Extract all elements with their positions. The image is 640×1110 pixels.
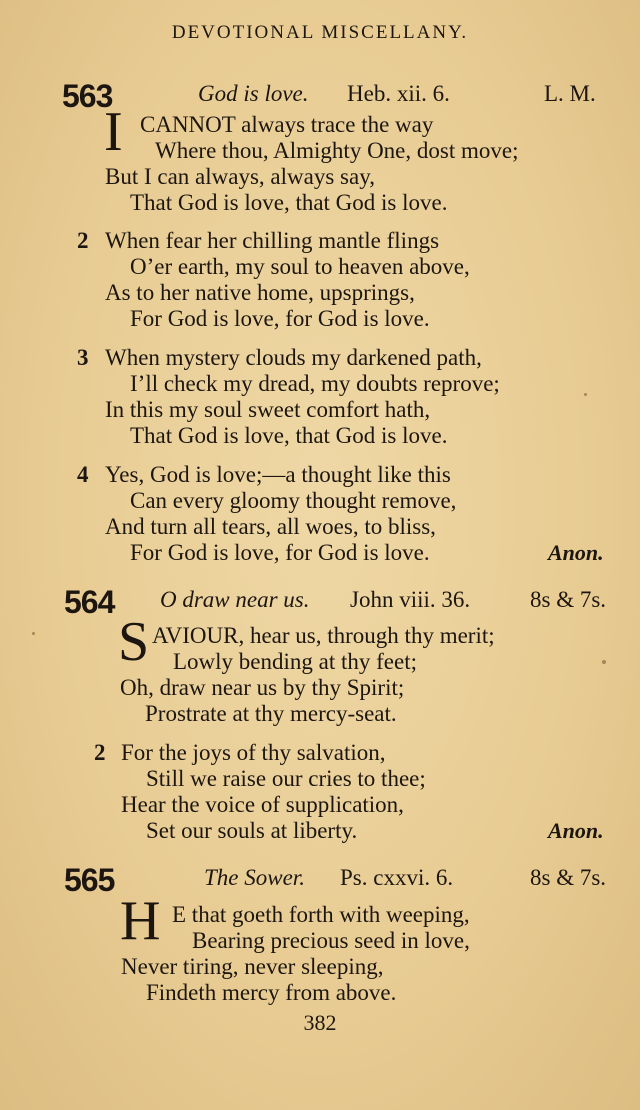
hymn-564-header bbox=[0, 584, 640, 624]
attribution: Anon. bbox=[548, 818, 604, 843]
verse-line: For God is love, for God is love. bbox=[130, 306, 430, 331]
hymn-title: God is love. bbox=[198, 81, 309, 106]
hymn-meter: 8s & 7s. bbox=[530, 587, 607, 612]
verse-line: CANNOT always trace the way bbox=[140, 112, 434, 137]
verse-line: Set our souls at liberty. bbox=[146, 818, 358, 843]
verse-line: Never tiring, never sleeping, bbox=[121, 954, 384, 979]
verse-line: I’ll check my dread, my doubts reprove; bbox=[130, 371, 500, 396]
stanza-number: 2 bbox=[77, 228, 89, 253]
verse-line: Where thou, Almighty One, dost move; bbox=[155, 138, 519, 163]
verse-line: Lowly bending at thy feet; bbox=[173, 649, 417, 674]
stanza-number: 3 bbox=[77, 345, 89, 370]
verse-line: For the joys of thy salvation, bbox=[121, 740, 386, 765]
verse-line: For God is love, for God is love. bbox=[130, 540, 430, 565]
hymn-number: 564 bbox=[64, 584, 115, 620]
verse-line: Prostrate at thy mercy-seat. bbox=[145, 701, 397, 726]
hymn-title: O draw near us. bbox=[160, 587, 310, 612]
verse-line: In this my soul sweet comfort hath, bbox=[105, 397, 431, 422]
verse-line: Hear the voice of supplication, bbox=[121, 792, 404, 817]
verse-line: Still we raise our cries to thee; bbox=[146, 766, 426, 791]
drop-cap: S bbox=[118, 611, 150, 673]
verse-line: Bearing precious seed in love, bbox=[192, 928, 470, 953]
scripture-reference: Ps. cxxvi. 6. bbox=[340, 865, 454, 890]
verse-line: E that goeth forth with weeping, bbox=[172, 902, 470, 927]
drop-cap: H bbox=[120, 890, 161, 952]
hymn-number: 565 bbox=[64, 862, 115, 898]
hymn-number: 563 bbox=[62, 78, 113, 114]
stanza-number: 2 bbox=[94, 740, 106, 765]
stanza-number: 4 bbox=[77, 462, 89, 487]
drop-cap: I bbox=[104, 101, 123, 163]
verse-line: Yes, God is love;—a thought like this bbox=[105, 462, 451, 487]
verse-line: That God is love, that God is love. bbox=[130, 190, 448, 215]
hymn-meter: L. M. bbox=[544, 81, 596, 106]
verse-line: Can every gloomy thought remove, bbox=[130, 488, 457, 513]
verse-line: AVIOUR, hear us, through thy merit; bbox=[152, 623, 495, 648]
paper-speck bbox=[32, 632, 35, 635]
page-number: 382 bbox=[303, 1010, 337, 1035]
verse-line: When mystery clouds my darkened path, bbox=[105, 345, 482, 370]
paper-speck bbox=[602, 660, 606, 664]
verse-line: Findeth mercy from above. bbox=[146, 980, 397, 1005]
paper-speck bbox=[584, 393, 587, 396]
verse-line: But I can always, always say, bbox=[105, 164, 375, 189]
hymn-565-header bbox=[0, 862, 640, 902]
attribution: Anon. bbox=[548, 540, 604, 565]
hymn-meter: 8s & 7s. bbox=[530, 865, 607, 890]
verse-line: And turn all tears, all woes, to bliss, bbox=[105, 514, 436, 539]
hymn-title: The Sower. bbox=[204, 865, 305, 890]
running-head: DEVOTIONAL MISCELLANY. bbox=[171, 22, 469, 43]
verse-line: Oh, draw near us by thy Spirit; bbox=[120, 675, 405, 700]
scripture-reference: John viii. 36. bbox=[350, 587, 471, 612]
verse-line: When fear her chilling mantle flings bbox=[105, 228, 440, 253]
verse-line: O’er earth, my soul to heaven above, bbox=[130, 254, 470, 279]
scripture-reference: Heb. xii. 6. bbox=[347, 81, 450, 106]
verse-line: That God is love, that God is love. bbox=[130, 423, 448, 448]
verse-line: As to her native home, upsprings, bbox=[105, 280, 415, 305]
